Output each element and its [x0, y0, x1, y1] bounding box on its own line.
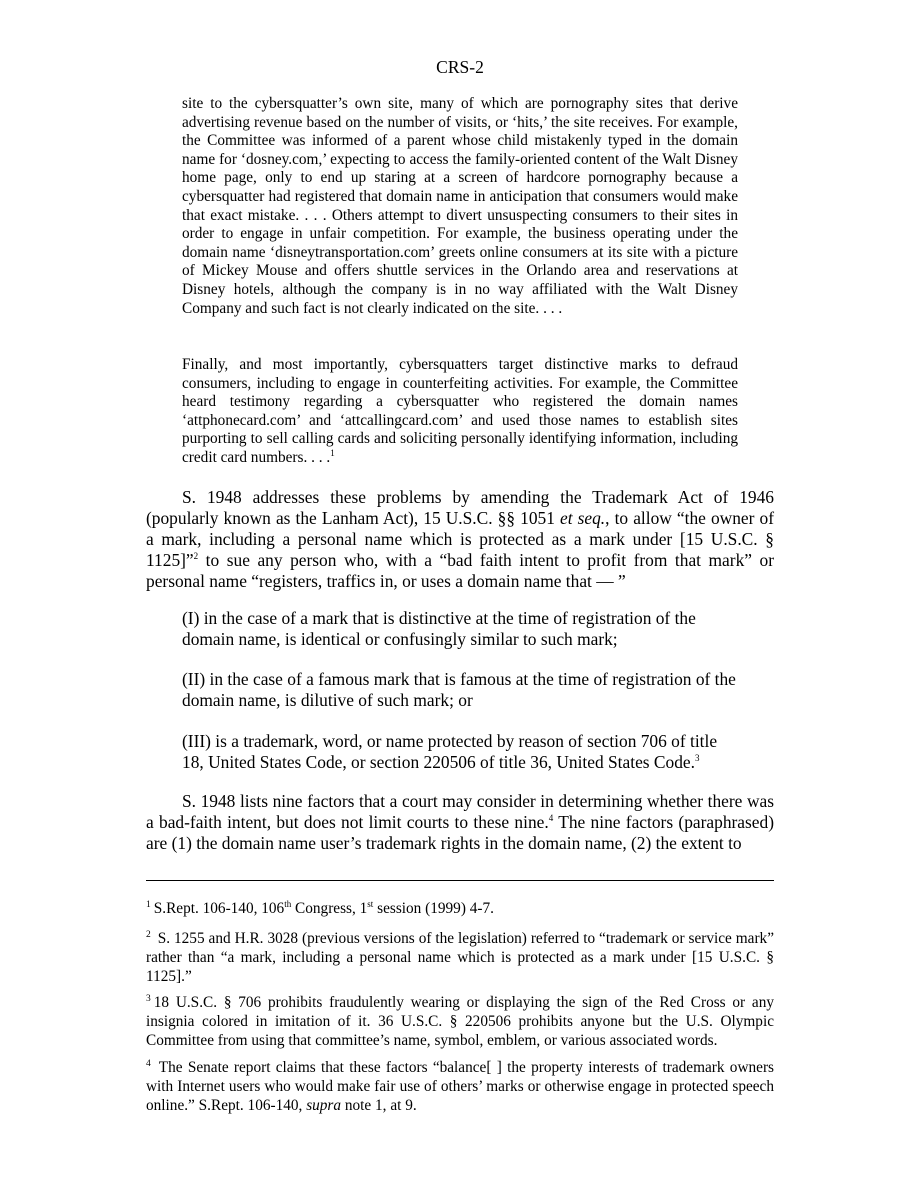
footnote-1	[146, 900, 774, 919]
body-text: S. 1948 addresses these problems by amending the Trademark Act of 1946 (popularly known as the Lanham Act), 15 U.S.C. §§ 1051	[146, 487, 774, 528]
footnote-text: session (1999) 4-7.	[373, 900, 494, 917]
quote-text: Finally, and most importantly, cybersquatters target distinctive marks to defraud consumers, including to engage in counterfeiting activities. For example, the Committee heard testimony regarding a cybersquatter who registered the domain names ‘attphonecard.com’ and ‘attcallingcard.com’ and used those names to establish sites purporting to sell calling cards and soliciting personally identifying information, including credit card numbers. . . .	[182, 356, 738, 466]
footnote-divider	[146, 880, 774, 881]
footnote-text: Congress, 1	[291, 900, 368, 917]
footnote-text: 18 U.S.C. § 706 prohibits fraudulently wearing or displaying the sign of the Red Cross or any insignia colored in imitation of it. 36 U.S.C. § 220506 prohibits anyone but the U.S. Olympic Committee from using that committee’s name, symbol, emblem, or various associated words.	[146, 994, 774, 1049]
italic-text: et seq.	[560, 508, 606, 528]
page-header: CRS-2	[436, 57, 484, 77]
footnote-text: S. 1255 and H.R. 3028 (previous versions of the legislation) referred to “trademark or service mark” rather than “a mark, including a personal name which is protected as a mark under [15 U.S.C. § 1125].”	[146, 930, 774, 985]
superscript: th	[284, 898, 292, 909]
quote-text: site to the cybersquatter’s own site, many of which are pornography sites that derive advertising revenue based on the number of visits, or ‘hits,’ the site receives. For example, the Committee was informed of a parent whose child mistakenly typed in the domain name for ‘dosney.com,’ expecting to access the family-oriented content of the Walt Disney home page, only to end up staring at a screen of hardcore pornography because a cybersquatter had registered that domain name in anticipation that consumers would make that exact mistake. . . . Others attempt to divert unsuspecting consumers to their sites in order to engage in unfair competition. For example, the business operating under the domain name ‘disneytransportation.com’ greets online consumers at its site with a picture of Mickey Mouse and offers shuttle services in the Orlando area and reservations at Disney hotels, although the company is in no way affiliated with the Walt Disney Company and such fact is not clearly indicated on the site. . . .	[182, 95, 738, 317]
body-text: to sue any person who, with a “bad faith intent to profit from that mark” or personal name “registers, traffics in, or uses a domain name that — ”	[146, 550, 774, 591]
list-text: (III) is a trademark, word, or name protected by reason of section 706 of title 18, United States Code, or section 220506 of title 36, United States Code.	[182, 731, 718, 772]
body-text: The nine factors (paraphrased) are (1) the domain name user’s trademark rights in the domain name, (2) the extent to	[146, 812, 775, 853]
footnote-2	[146, 930, 774, 986]
footnote-3	[146, 994, 774, 1050]
list-item-II: (II) in the case of a famous mark that is famous at the time of registration of the domain name, is dilutive of such mark; or	[182, 669, 736, 710]
footnote-ref: 3	[694, 753, 700, 764]
footnote-number: 3	[146, 993, 151, 1004]
list-item-III	[182, 731, 742, 773]
footnote-number: 2	[146, 929, 151, 940]
body-paragraph-2	[146, 791, 774, 854]
block-quote-paragraph-1	[182, 95, 738, 318]
footnote-number: 1	[146, 899, 151, 910]
superscript: st	[367, 898, 374, 909]
body-text: , to allow “the owner of a mark, including a personal name which is protected as a mark under [15 U.S.C. § 1125]”	[146, 508, 774, 570]
italic-text: supra	[306, 1096, 342, 1114]
list-item-I: (I) in the case of a mark that is distinctive at the time of registration of the domain name, is identical or confusingly similar to such mark;	[182, 608, 696, 649]
footnote-ref: 2	[193, 551, 199, 562]
block-quote-paragraph-2	[182, 356, 738, 468]
footnote-ref: 1	[330, 447, 335, 458]
footnote-number: 4	[146, 1058, 151, 1069]
footnote-ref: 4	[548, 813, 554, 824]
body-paragraph-1	[146, 487, 774, 592]
footnote-text: note 1, at 9.	[341, 1096, 417, 1114]
body-text: S. 1948 lists nine factors that a court may consider in determining whether there was a bad-faith intent, but does not limit courts to these nine.	[146, 791, 774, 832]
footnote-text: S.Rept. 106-140, 106	[153, 900, 285, 917]
footnote-text: The Senate report claims that these factors “balance[ ] the property interests of trademark owners with Internet users who would make fair use of others’ marks or otherwise engage in protected speech online.” S.Rept. 106-140,	[146, 1059, 774, 1114]
footnote-4	[146, 1059, 774, 1115]
